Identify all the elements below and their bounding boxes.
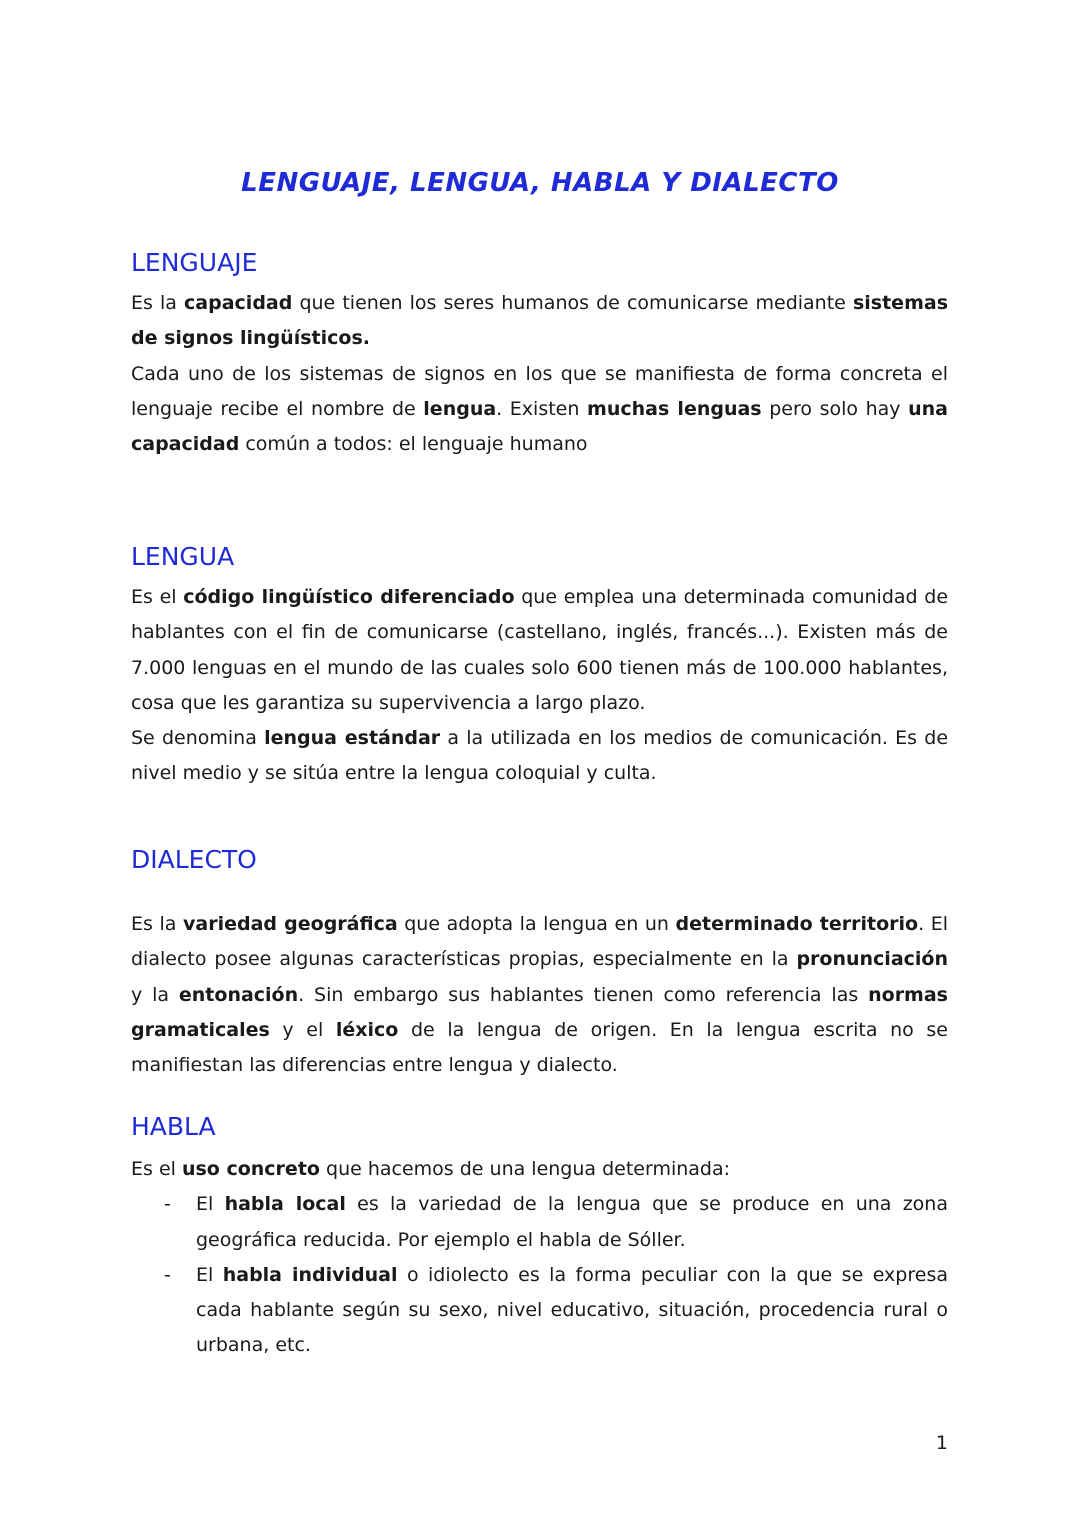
bold-term: lengua — [423, 397, 497, 420]
section-heading-dialecto: DIALECTO — [131, 845, 257, 874]
lenguaje-paragraph-2: Cada uno de los sistemas de signos en los que se manifiesta de forma concreta el lenguaje recibe el nombre de lengua. Existen muchas lenguas pero solo hay una capacidad común a todos: el lenguaje humano — [131, 362, 948, 456]
section-habla — [131, 1110, 948, 1364]
section-heading-lengua: LENGUA — [131, 542, 235, 571]
dialecto-paragraph-1: Es la variedad geográfica que adopta la lengua en un determinado territorio. El dialecto posee algunas características propias, especialmente en la pronunciación y la entonación. Sin embargo sus hablantes tienen como referencia las normas gramaticales y el léxico de la lengua de origen. En la lengua escrita no se manifiestan las diferencias entre lengua y dialecto. — [131, 913, 948, 1077]
section-lengua — [131, 540, 948, 792]
page-number: 1 — [935, 1432, 948, 1454]
section-heading-habla: HABLA — [131, 1112, 216, 1141]
bullet-dash: - — [164, 1263, 171, 1286]
list-item: - El habla local es la variedad de la lengua que se produce en una zona geográfica reducida. Por ejemplo el habla de Sóller. — [131, 1187, 948, 1258]
bold-term: entonación — [178, 983, 299, 1006]
bold-term: léxico — [335, 1018, 399, 1041]
bold-term: código lingüístico diferenciado — [183, 586, 515, 608]
page-title: LENGUAJE, LENGUA, HABLA Y DIALECTO — [241, 168, 839, 198]
section-dialecto — [131, 843, 948, 1083]
habla-paragraph-1: Es el uso concreto que hacemos de una lengua determinada: — [131, 1158, 731, 1180]
section-heading-lenguaje: LENGUAJE — [131, 248, 258, 277]
bold-term: una capacidad — [131, 397, 948, 456]
bold-term: habla individual — [222, 1263, 398, 1286]
lengua-paragraph-1: Es el código lingüístico diferenciado que emplea una determinada comunidad de hablantes con el fin de comunicarse (castellano, inglés, francés...). Existen más de 7.000 lenguas en el mundo de las cuales solo 600 tienen más de 100.000 hablantes, cosa que les garantiza su supervivencia a largo plazo. — [131, 586, 949, 714]
lenguaje-paragraph-1: Es la capacidad que tienen los seres humanos de comunicarse mediante sistemas de signos lingüísticos. — [131, 292, 948, 350]
bold-term: variedad geográfica — [183, 913, 398, 935]
section-lenguaje — [131, 246, 948, 462]
list-item: - El habla individual o idiolecto es la forma peculiar con la que se expresa cada hablante según su sexo, nivel educativo, situación, procedencia rural o urbana, etc. — [131, 1258, 948, 1364]
bullet-dash: - — [164, 1193, 171, 1216]
bold-term: uso concreto — [181, 1158, 320, 1180]
bold-term: capacidad — [184, 292, 293, 314]
bold-term: muchas lenguas — [587, 397, 762, 420]
bold-term: sistemas de signos lingüísticos. — [131, 292, 948, 350]
bold-term: determinado territorio — [675, 913, 919, 935]
habla-bullet-list — [131, 1187, 948, 1363]
bold-term: lengua estándar — [264, 727, 441, 750]
bold-term: pronunciación — [796, 948, 948, 971]
bold-term: normas gramaticales — [131, 983, 948, 1041]
lengua-paragraph-2: Se denomina lengua estándar a la utilizada en los medios de comunicación. Es de nivel medio y se sitúa entre la lengua coloquial y culta. — [131, 727, 949, 785]
bold-term: habla local — [224, 1193, 346, 1216]
